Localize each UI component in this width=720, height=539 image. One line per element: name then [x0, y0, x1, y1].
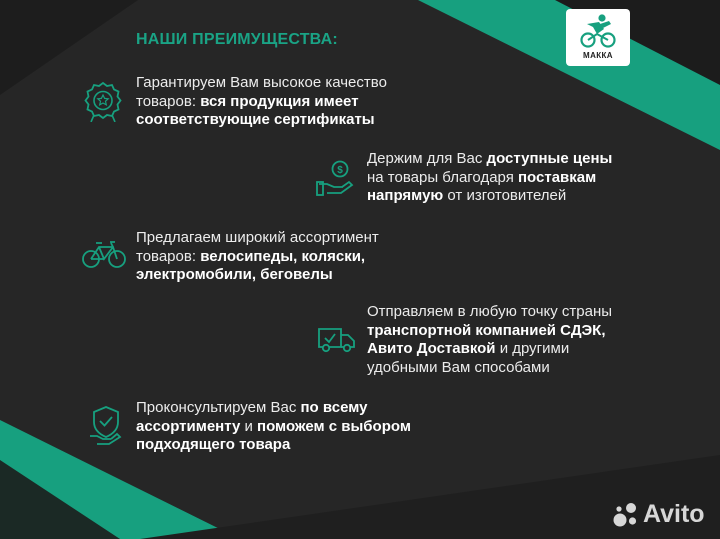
shield-hand-icon — [88, 405, 124, 445]
delivery-truck-icon — [316, 325, 356, 355]
bicycle-icon — [82, 239, 126, 269]
avito-dots-icon — [612, 501, 640, 529]
advantage-assortment-text: Предлагаем широкий ассортимент товаров: велосипеды, коляски, электромобили, беговелы — [136, 229, 379, 283]
brand-logo — [566, 9, 630, 66]
money-hand-icon — [316, 160, 356, 198]
avito-text: Avito — [643, 500, 705, 528]
svg-text:$: $ — [337, 165, 343, 176]
advantage-prices-text: Держим для Вас доступные цены на товары благодаря поставкам напрямую от изготовителей — [367, 150, 613, 204]
logo-text: МАККА — [583, 51, 613, 60]
cyclist-icon — [580, 13, 616, 49]
avito-watermark — [612, 500, 712, 530]
advantage-delivery-text: Отправляем в любую точку страны транспортной компанией СДЭК, Авито Доставкой и другими удобными Вам способами — [367, 303, 613, 376]
advantage-consultation-text: Проконсультируем Вас по всему ассортименту и поможем с выбором подходящего товара — [136, 399, 411, 453]
page-title: НАШИ ПРЕИМУЩЕСТВА: — [136, 31, 338, 48]
advantage-quality-text: Гарантируем Вам высокое качество товаров: вся продукция имеет соответствующие сертификаты — [136, 74, 387, 128]
certificate-badge-icon — [82, 80, 124, 122]
